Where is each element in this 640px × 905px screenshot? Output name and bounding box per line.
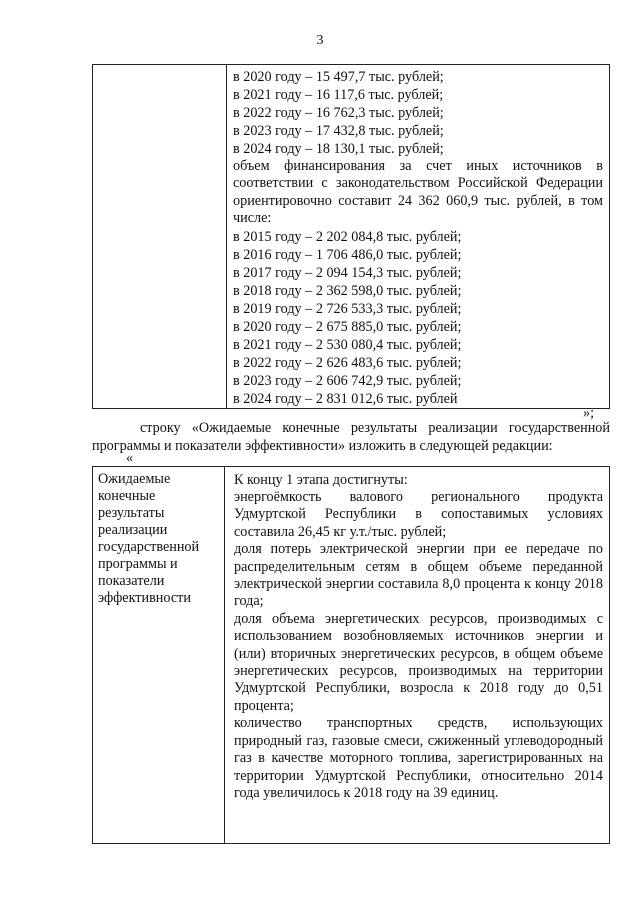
financing-line: в 2021 году – 2 530 080,4 тыс. рублей; — [233, 336, 462, 353]
label-line: программы и — [98, 556, 178, 572]
financing-table — [92, 64, 610, 409]
page-number: 3 — [316, 33, 324, 48]
label-line: эффективности — [98, 590, 191, 606]
result-paragraph: доля объема энергетических ресурсов, производимых с использованием возобновляемых источников энергии и (или) вторичных энергетических ресурсов, в общем объеме энергетических ресурсов, производимых на территории Удмуртской Республики, возросла к 2018 году до 0,51 процента; — [234, 610, 603, 714]
label-line: реализации — [98, 522, 168, 538]
result-paragraph: энергоёмкость валового регионального продукта Удмуртской Республики в сопоставимых условиях составила 26,45 кг у.т./тыс. рублей; — [234, 489, 603, 540]
label-line: государственной — [98, 539, 200, 555]
label-line: показатели — [98, 573, 165, 589]
results-table — [92, 466, 610, 844]
financing-line: в 2021 году – 16 117,6 тыс. рублей; — [233, 87, 444, 103]
financing-line: в 2018 году – 2 362 598,0 тыс. рублей; — [233, 282, 462, 299]
financing-line: в 2019 году – 2 726 533,3 тыс. рублей; — [233, 300, 462, 317]
financing-line: в 2022 году – 16 762,3 тыс. рублей; — [233, 105, 444, 121]
opening-quote: « — [126, 450, 134, 466]
result-paragraph: доля потерь электрической энергии при ее передаче по распределительным сетям в общем объеме переданной электрической энергии составила 8,0 процента к концу 2018 года; — [234, 541, 603, 610]
financing-line: в 2017 году – 2 094 154,3 тыс. рублей; — [233, 264, 462, 281]
financing-line: в 2024 году – 2 831 012,6 тыс. рублей — [233, 390, 458, 407]
label-line: конечные — [98, 488, 156, 504]
result-paragraph: количество транспортных средств, использующих природный газ, газовые смеси, сжиженный углеводородный газ в качестве моторного топлива, зарегистрированных на территории Удмуртской Республики, относительно 2014 года увеличилось к 2018 году на 39 единиц. — [234, 715, 603, 801]
financing-line: в 2020 году – 2 675 885,0 тыс. рублей; — [233, 318, 462, 335]
results-heading: К концу 1 этапа достигнуты: — [234, 472, 408, 488]
label-line: Ожидаемые — [98, 471, 171, 487]
instruction-paragraph: строку «Ожидаемые конечные результаты реализации государственной программы и показатели эффективности» изложить в следующей редакции: — [92, 420, 610, 454]
financing-label-cell — [93, 65, 227, 409]
other-sources-paragraph: объем финансирования за счет иных источников в соответствии с законодательством Российской Федерации ориентировочно составит 24 362 060,9 тыс. рублей, в том числе: — [233, 158, 603, 227]
financing-line: в 2022 году – 2 626 483,6 тыс. рублей; — [233, 354, 462, 371]
closing-quote: »; — [583, 405, 595, 421]
financing-line: в 2023 году – 2 606 742,9 тыс. рублей; — [233, 372, 462, 389]
financing-line: в 2016 году – 1 706 486,0 тыс. рублей; — [233, 246, 462, 263]
results-content-cell — [225, 467, 610, 844]
financing-values-cell — [227, 65, 610, 409]
financing-line: в 2024 году – 18 130,1 тыс. рублей; — [233, 141, 444, 157]
financing-line: в 2015 году – 2 202 084,8 тыс. рублей; — [233, 228, 462, 245]
label-line: результаты — [98, 505, 165, 521]
results-label-cell — [93, 467, 225, 844]
financing-line: в 2023 году – 17 432,8 тыс. рублей; — [233, 123, 444, 139]
financing-line: в 2020 году – 15 497,7 тыс. рублей; — [233, 69, 444, 85]
